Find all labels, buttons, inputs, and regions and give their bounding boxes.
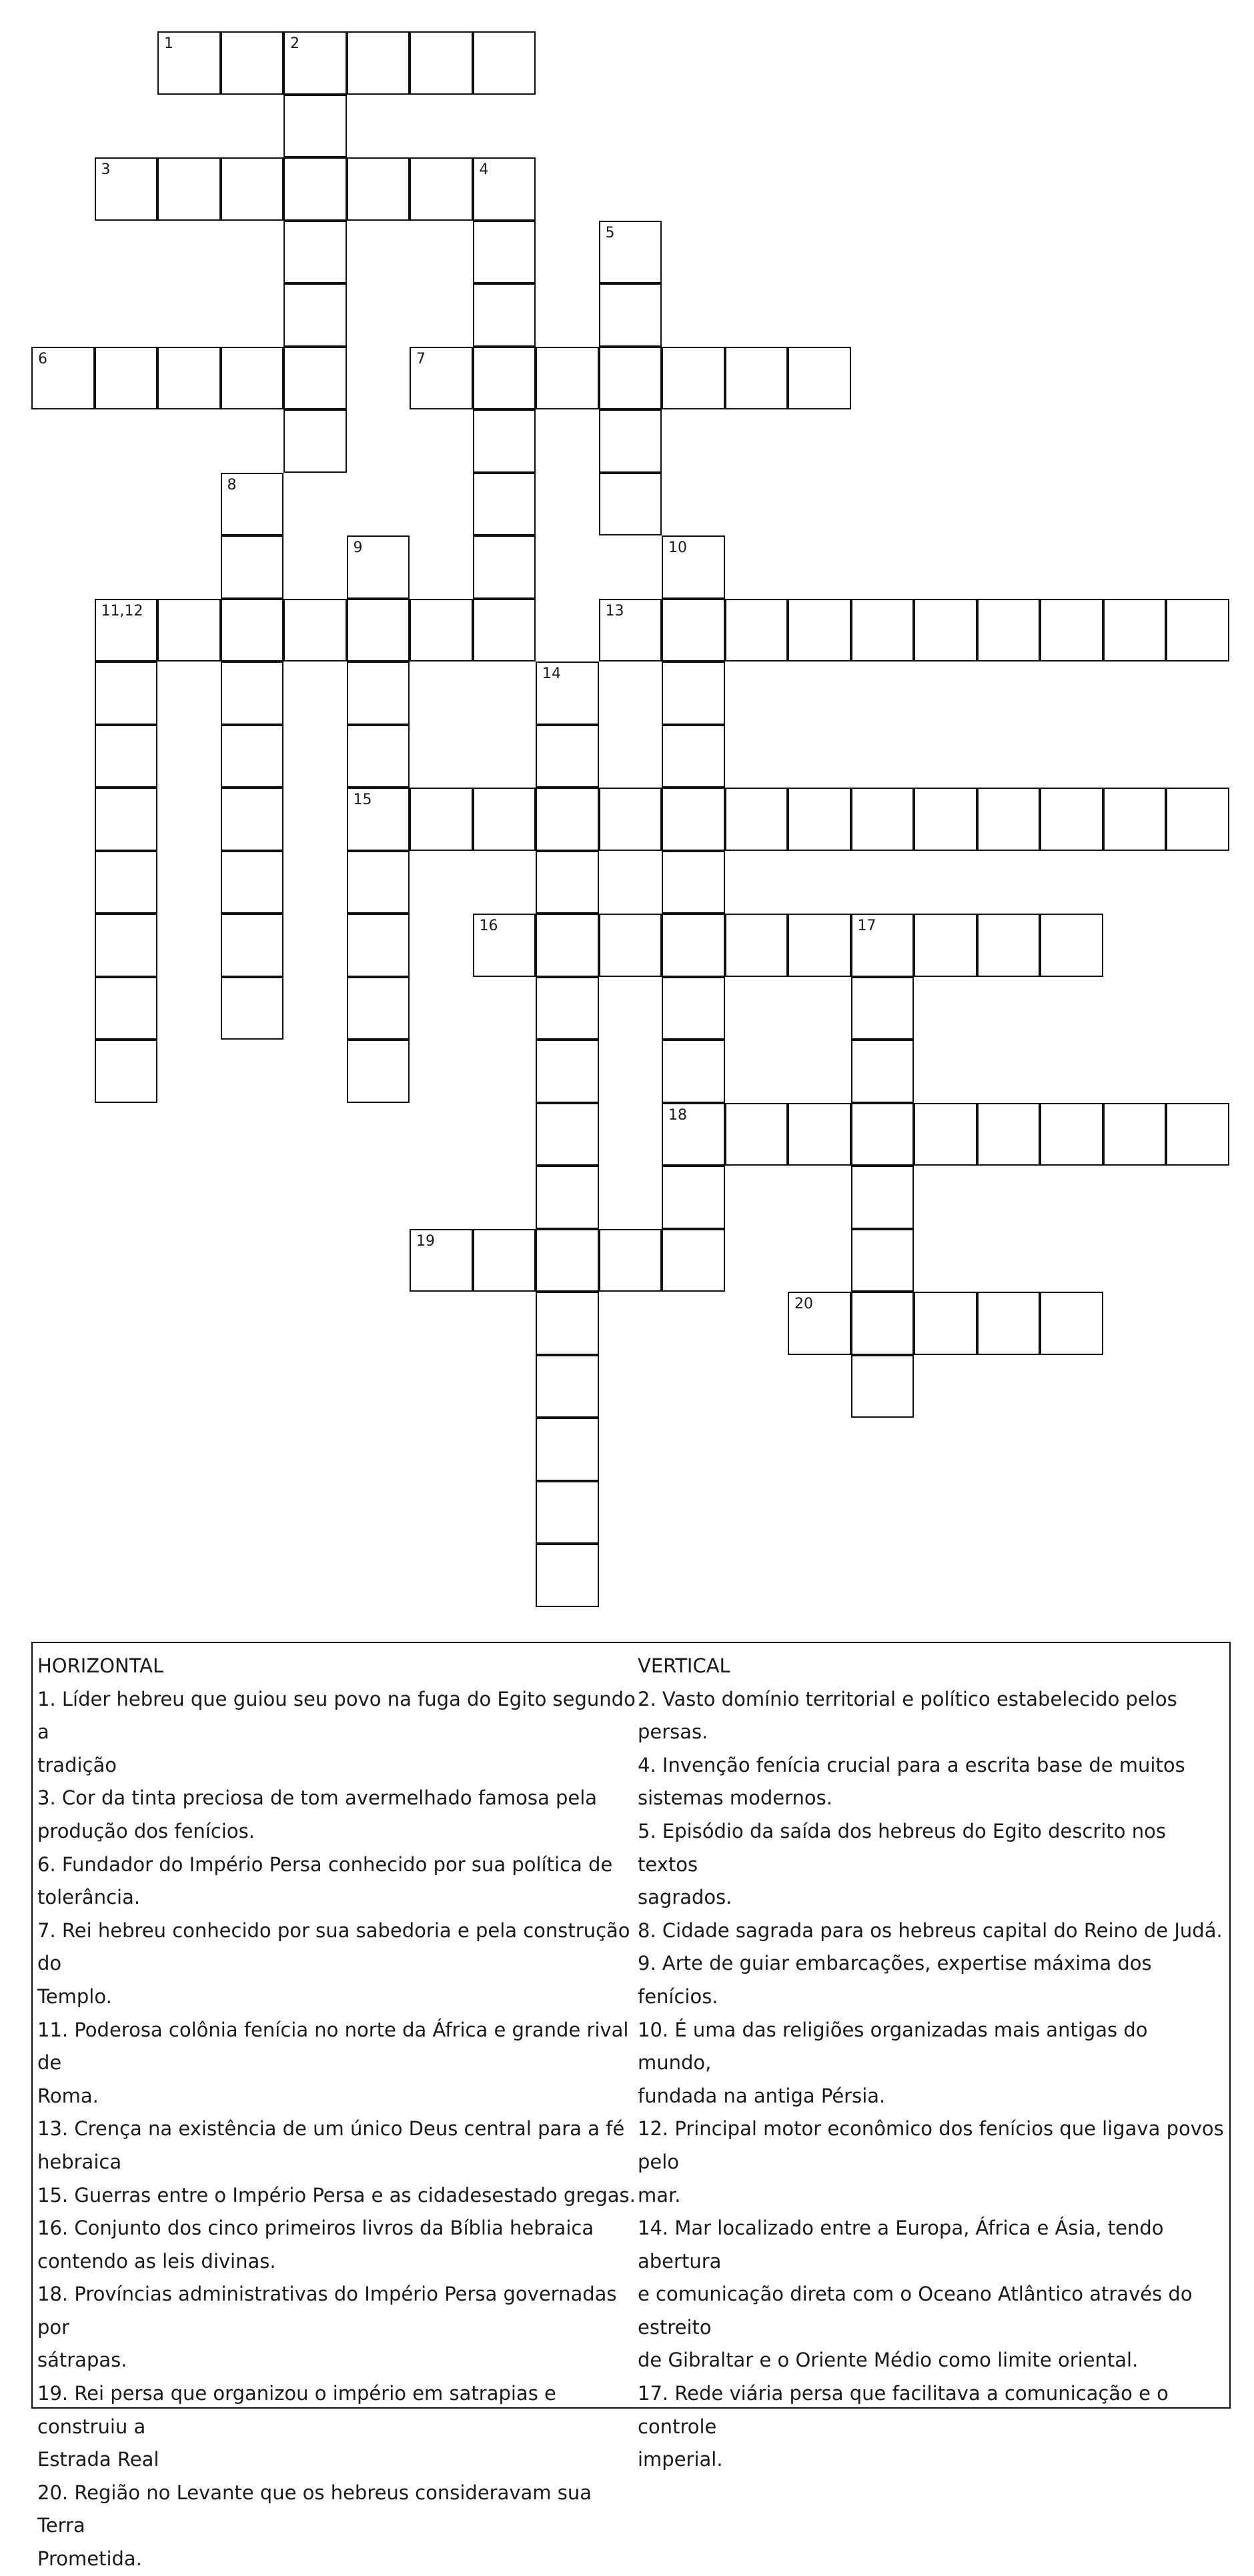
grid-cell[interactable] xyxy=(1040,914,1103,977)
grid-cell[interactable] xyxy=(95,725,158,788)
clue-number: 15 xyxy=(353,792,372,808)
clue-number: 2 xyxy=(290,35,299,52)
grid-cell[interactable] xyxy=(851,1103,914,1166)
grid-cell[interactable] xyxy=(788,788,851,851)
clue-line: imperial. xyxy=(638,2448,723,2471)
clue-line: 17. Rede viária persa que facilitava a comunicação e o controle xyxy=(638,2382,1169,2438)
horizontal-heading: HORIZONTAL xyxy=(37,1654,164,1677)
grid-cell[interactable] xyxy=(221,157,284,221)
grid-cell[interactable] xyxy=(1166,1103,1229,1166)
clue-line: 1. Líder hebreu que guiou seu povo na fuga do Egito segundo a xyxy=(37,1687,636,1744)
clue-number: 20 xyxy=(794,1296,813,1312)
grid-cell[interactable] xyxy=(662,977,725,1040)
grid-cell[interactable] xyxy=(536,725,599,788)
grid-cell[interactable] xyxy=(473,914,536,977)
clue-line: Templo. xyxy=(37,1985,112,2008)
grid-cell[interactable] xyxy=(662,662,725,725)
grid-cell[interactable] xyxy=(473,221,536,284)
clue-line: 13. Crença na existência de um único Deus central para a fé xyxy=(37,2117,625,2141)
grid-cell[interactable] xyxy=(851,1355,914,1418)
grid-cell[interactable] xyxy=(914,599,977,662)
clue-line: 8. Cidade sagrada para os hebreus capital do Reino de Judá. xyxy=(638,1918,1223,1942)
grid-cell[interactable] xyxy=(662,599,725,662)
grid-cell[interactable] xyxy=(473,31,536,95)
grid-cell[interactable] xyxy=(788,914,851,977)
clue-number: 4 xyxy=(479,161,489,178)
grid-cell[interactable] xyxy=(95,788,158,851)
clue-line: de Gibraltar e o Oriente Médio como limite oriental. xyxy=(638,2349,1139,2372)
clue-number: 11,12 xyxy=(101,602,143,619)
grid-cell[interactable] xyxy=(851,1229,914,1292)
grid-cell[interactable] xyxy=(536,1229,599,1292)
grid-cell[interactable] xyxy=(473,535,536,599)
grid-cell[interactable] xyxy=(851,599,914,662)
clue-line: 16. Conjunto dos cinco primeiros livros da Bíblia hebraica xyxy=(37,2217,594,2240)
grid-cell[interactable] xyxy=(1166,788,1229,851)
grid-cell[interactable] xyxy=(977,788,1041,851)
clue-line: Estrada Real xyxy=(37,2448,159,2471)
grid-cell[interactable] xyxy=(662,914,725,977)
grid-cell[interactable] xyxy=(662,1040,725,1103)
grid-cell[interactable] xyxy=(536,1418,599,1481)
grid-cell[interactable] xyxy=(851,1292,914,1355)
grid-cell[interactable] xyxy=(157,599,221,662)
grid-cell[interactable] xyxy=(662,851,725,914)
clue-line: 5. Episódio da saída dos hebreus do Egito descrito nos textos xyxy=(638,1819,1166,1876)
grid-cell[interactable] xyxy=(410,157,473,221)
clue-line: Roma. xyxy=(37,2084,99,2107)
clue-number: 9 xyxy=(353,539,363,556)
grid-cell[interactable] xyxy=(473,409,536,473)
clue-line: fundada na antiga Pérsia. xyxy=(638,2084,886,2107)
grid-cell[interactable] xyxy=(221,599,284,662)
grid-cell[interactable] xyxy=(473,157,536,221)
grid-cell[interactable] xyxy=(473,1229,536,1292)
grid-cell[interactable] xyxy=(347,599,410,662)
clue-line: 2. Vasto domínio territorial e político estabelecido pelos persas. xyxy=(638,1687,1177,1744)
grid-cell[interactable] xyxy=(95,977,158,1040)
grid-cell[interactable] xyxy=(599,283,662,347)
grid-cell[interactable] xyxy=(851,914,914,977)
clue-line: 14. Mar localizado entre a Europa, África e Ásia, tendo abertura xyxy=(638,2217,1164,2273)
clue-line: sagrados. xyxy=(638,1886,732,1909)
grid-cell[interactable] xyxy=(347,535,410,599)
grid-cell[interactable] xyxy=(536,1040,599,1103)
clue-line: sátrapas. xyxy=(37,2349,127,2372)
grid-cell[interactable] xyxy=(1040,1103,1103,1166)
grid-cell[interactable] xyxy=(95,157,158,221)
clue-number: 10 xyxy=(668,539,687,556)
grid-cell[interactable] xyxy=(725,788,788,851)
grid-cell[interactable] xyxy=(599,347,662,410)
grid-cell[interactable] xyxy=(347,788,410,851)
clue-line: tolerância. xyxy=(37,1886,141,1909)
grid-cell[interactable] xyxy=(410,31,473,95)
grid-cell[interactable] xyxy=(977,914,1041,977)
clue-number: 18 xyxy=(668,1106,687,1124)
grid-cell[interactable] xyxy=(788,1103,851,1166)
grid-cell[interactable] xyxy=(283,347,347,410)
grid-cell[interactable] xyxy=(725,1103,788,1166)
grid-cell[interactable] xyxy=(221,788,284,851)
grid-cell[interactable] xyxy=(662,535,725,599)
grid-cell[interactable] xyxy=(536,1103,599,1166)
grid-cell[interactable] xyxy=(221,535,284,599)
grid-cell[interactable] xyxy=(347,914,410,977)
grid-cell[interactable] xyxy=(725,914,788,977)
grid-cell[interactable] xyxy=(473,473,536,536)
clue-line: e comunicação direta com o Oceano Atlântico através do estreito xyxy=(638,2283,1193,2339)
grid-cell[interactable] xyxy=(977,599,1041,662)
grid-cell[interactable] xyxy=(95,347,158,410)
grid-cell[interactable] xyxy=(599,599,662,662)
clue-line: Prometida. xyxy=(37,2547,142,2571)
clue-line: tradição xyxy=(37,1753,117,1776)
grid-cell[interactable] xyxy=(662,725,725,788)
clue-line: 6. Fundador do Império Persa conhecido por sua política de xyxy=(37,1852,613,1876)
grid-cell[interactable] xyxy=(95,599,158,662)
grid-cell[interactable] xyxy=(536,788,599,851)
grid-cell[interactable] xyxy=(914,914,977,977)
grid-cell[interactable] xyxy=(662,1166,725,1229)
grid-cell[interactable] xyxy=(221,473,284,536)
grid-cell[interactable] xyxy=(977,1103,1041,1166)
grid-cell[interactable] xyxy=(347,977,410,1040)
clue-line: 3. Cor da tinta preciosa de tom avermelhado famosa pela xyxy=(37,1786,598,1810)
grid-cell[interactable] xyxy=(851,977,914,1040)
clue-number: 19 xyxy=(416,1232,435,1250)
clue-number: 8 xyxy=(227,476,237,493)
grid-cell[interactable] xyxy=(1040,1292,1103,1355)
grid-cell[interactable] xyxy=(473,788,536,851)
grid-cell[interactable] xyxy=(662,788,725,851)
grid-cell[interactable] xyxy=(410,788,473,851)
grid-cell[interactable] xyxy=(536,1292,599,1355)
grid-cell[interactable] xyxy=(851,1040,914,1103)
grid-cell[interactable] xyxy=(410,347,473,410)
grid-cell[interactable] xyxy=(157,31,221,95)
grid-cell[interactable] xyxy=(536,1355,599,1418)
grid-cell[interactable] xyxy=(1040,599,1103,662)
grid-cell[interactable] xyxy=(473,347,536,410)
grid-cell[interactable] xyxy=(599,473,662,536)
grid-cell[interactable] xyxy=(283,599,347,662)
grid-cell[interactable] xyxy=(662,347,725,410)
grid-cell[interactable] xyxy=(599,221,662,284)
grid-cell[interactable] xyxy=(347,662,410,725)
grid-cell[interactable] xyxy=(221,31,284,95)
clue-line: 7. Rei hebreu conhecido por sua sabedoria e pela construção do xyxy=(37,1918,630,1975)
clue-line: mar. xyxy=(638,2183,681,2207)
grid-cell[interactable] xyxy=(347,157,410,221)
grid-cell[interactable] xyxy=(788,347,851,410)
grid-cell[interactable] xyxy=(851,788,914,851)
grid-cell[interactable] xyxy=(347,725,410,788)
clue-number: 13 xyxy=(605,602,624,619)
grid-cell[interactable] xyxy=(283,31,347,95)
clue-line: 11. Poderosa colônia fenícia no norte da África e grande rival de xyxy=(37,2018,629,2075)
grid-cell[interactable] xyxy=(536,1481,599,1544)
grid-cell[interactable] xyxy=(599,409,662,473)
grid-cell[interactable] xyxy=(347,31,410,95)
grid-cell[interactable] xyxy=(536,977,599,1040)
grid-cell[interactable] xyxy=(1040,788,1103,851)
clue-line: 18. Províncias administrativas do Império Persa governadas por xyxy=(37,2283,617,2339)
grid-cell[interactable] xyxy=(410,1229,473,1292)
grid-cell[interactable] xyxy=(283,221,347,284)
clue-line: 15. Guerras entre o Império Persa e as cidadesestado gregas. xyxy=(37,2183,636,2207)
grid-cell[interactable] xyxy=(157,347,221,410)
clue-line: sistemas modernos. xyxy=(638,1786,832,1810)
grid-cell[interactable] xyxy=(221,851,284,914)
grid-cell[interactable] xyxy=(283,95,347,158)
grid-cell[interactable] xyxy=(473,283,536,347)
grid-cell[interactable] xyxy=(536,1544,599,1607)
grid-cell[interactable] xyxy=(599,788,662,851)
clue-number: 17 xyxy=(857,918,876,934)
grid-cell[interactable] xyxy=(347,851,410,914)
grid-cell[interactable] xyxy=(95,1040,158,1103)
grid-cell[interactable] xyxy=(95,662,158,725)
clue-number: 5 xyxy=(605,224,615,241)
clues-box xyxy=(31,1642,1231,2571)
horizontal-clues xyxy=(37,1650,641,2576)
clue-number: 1 xyxy=(164,35,173,52)
grid-cell[interactable] xyxy=(1103,1103,1167,1166)
grid-cell[interactable] xyxy=(725,599,788,662)
grid-cell[interactable] xyxy=(536,914,599,977)
grid-cell[interactable] xyxy=(977,1292,1041,1355)
grid-cell[interactable] xyxy=(536,851,599,914)
grid-cell[interactable] xyxy=(725,347,788,410)
grid-cell[interactable] xyxy=(914,1292,977,1355)
clue-line: 4. Invenção fenícia crucial para a escrita base de muitos xyxy=(638,1753,1185,1776)
grid-cell[interactable] xyxy=(599,1229,662,1292)
clue-line: 20. Região no Levante que os hebreus consideravam sua Terra xyxy=(37,2481,592,2537)
grid-cell[interactable] xyxy=(914,788,977,851)
clue-line: 9. Arte de guiar embarcações, expertise máxima dos fenícios. xyxy=(638,1952,1152,2008)
clue-number: 7 xyxy=(416,350,426,367)
grid-cell[interactable] xyxy=(283,157,347,221)
grid-cell[interactable] xyxy=(914,1103,977,1166)
grid-cell[interactable] xyxy=(221,725,284,788)
grid-cell[interactable] xyxy=(473,599,536,662)
grid-cell[interactable] xyxy=(536,347,599,410)
grid-cell[interactable] xyxy=(347,1040,410,1103)
grid-cell[interactable] xyxy=(221,977,284,1040)
vertical-clues xyxy=(638,1650,1225,2477)
grid-cell[interactable] xyxy=(662,1103,725,1166)
grid-cell[interactable] xyxy=(536,662,599,725)
clue-number: 16 xyxy=(479,918,498,934)
grid-cell[interactable] xyxy=(788,599,851,662)
grid-cell[interactable] xyxy=(95,851,158,914)
grid-cell[interactable] xyxy=(31,347,95,410)
grid-cell[interactable] xyxy=(1103,599,1167,662)
grid-cell[interactable] xyxy=(851,1166,914,1229)
grid-cell[interactable] xyxy=(283,409,347,473)
clue-line: 19. Rei persa que organizou o império em satrapias e construiu a xyxy=(37,2382,556,2438)
grid-cell[interactable] xyxy=(1166,599,1229,662)
grid-cell[interactable] xyxy=(283,283,347,347)
grid-cell[interactable] xyxy=(788,1292,851,1355)
clue-number: 3 xyxy=(101,161,111,178)
clue-line: produção dos fenícios. xyxy=(37,1819,255,1842)
grid-cell[interactable] xyxy=(95,914,158,977)
grid-cell[interactable] xyxy=(221,914,284,977)
grid-cell[interactable] xyxy=(1103,788,1167,851)
grid-cell[interactable] xyxy=(221,347,284,410)
grid-cell[interactable] xyxy=(599,914,662,977)
grid-cell[interactable] xyxy=(157,157,221,221)
clue-line: 12. Principal motor econômico dos fenícios que ligava povos pelo xyxy=(638,2117,1224,2173)
grid-cell[interactable] xyxy=(536,1166,599,1229)
grid-cell[interactable] xyxy=(662,1229,725,1292)
clue-line: contendo as leis divinas. xyxy=(37,2249,276,2273)
clue-number: 14 xyxy=(542,666,561,682)
clue-line: hebraica xyxy=(37,2150,122,2173)
vertical-heading: VERTICAL xyxy=(638,1654,730,1677)
clue-line: 10. É uma das religiões organizadas mais antigas do mundo, xyxy=(638,2018,1148,2075)
grid-cell[interactable] xyxy=(221,662,284,725)
grid-cell[interactable] xyxy=(410,599,473,662)
clue-number: 6 xyxy=(38,350,47,367)
